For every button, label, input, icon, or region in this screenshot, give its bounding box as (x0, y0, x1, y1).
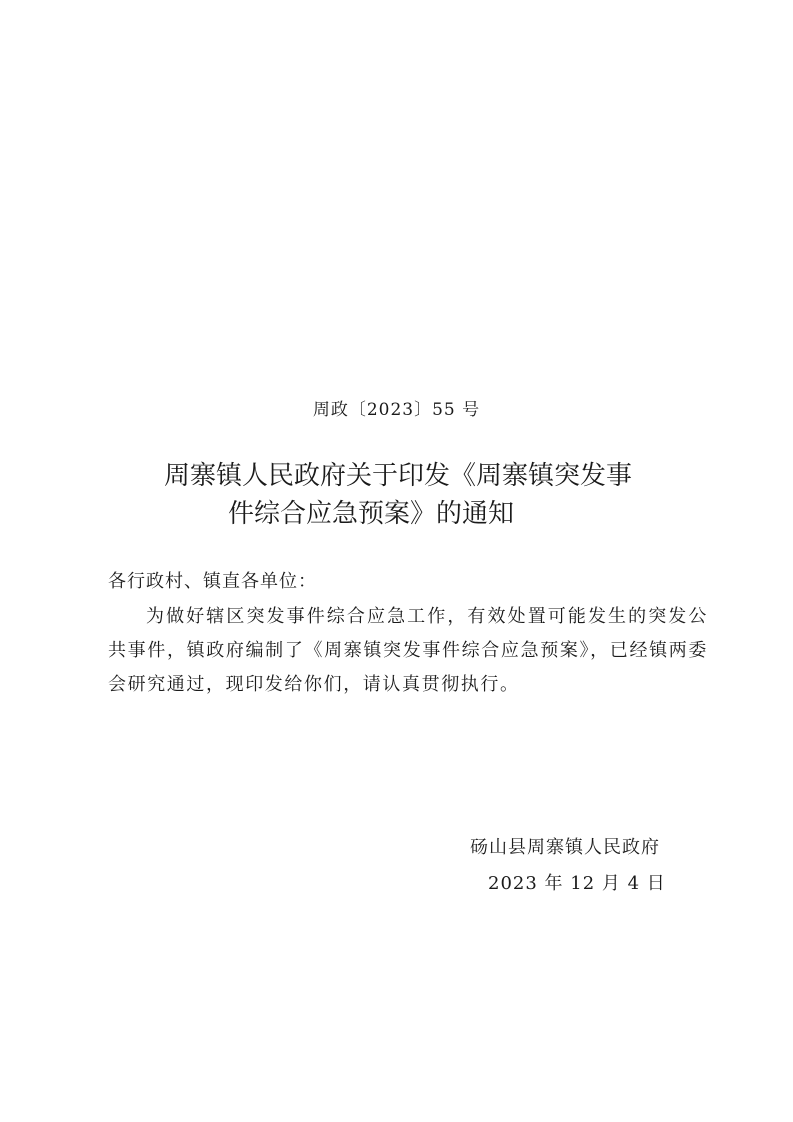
signature-organization: 砀山县周寨镇人民政府 (470, 837, 660, 858)
title-line-1: 周寨镇人民政府关于印发《周寨镇突发事 (164, 461, 633, 491)
title-line-2: 件综合应急预案》的通知 (228, 499, 515, 529)
signature-date: 2023 年 12 月 4 日 (488, 873, 666, 894)
salutation: 各行政村、镇直各单位： (108, 571, 317, 592)
body-paragraph: 为做好辖区突发事件综合应急工作，有效处置可能发生的突发公共事件，镇政府编制了《周寨镇突发事件综合应急预案》，已经镇两委会研究通过，现印发给你们，请认真贯彻执行。 (108, 606, 708, 695)
document-number: 周政〔2023〕55 号 (312, 400, 481, 420)
signature-block (470, 830, 730, 902)
document-title (150, 457, 710, 533)
